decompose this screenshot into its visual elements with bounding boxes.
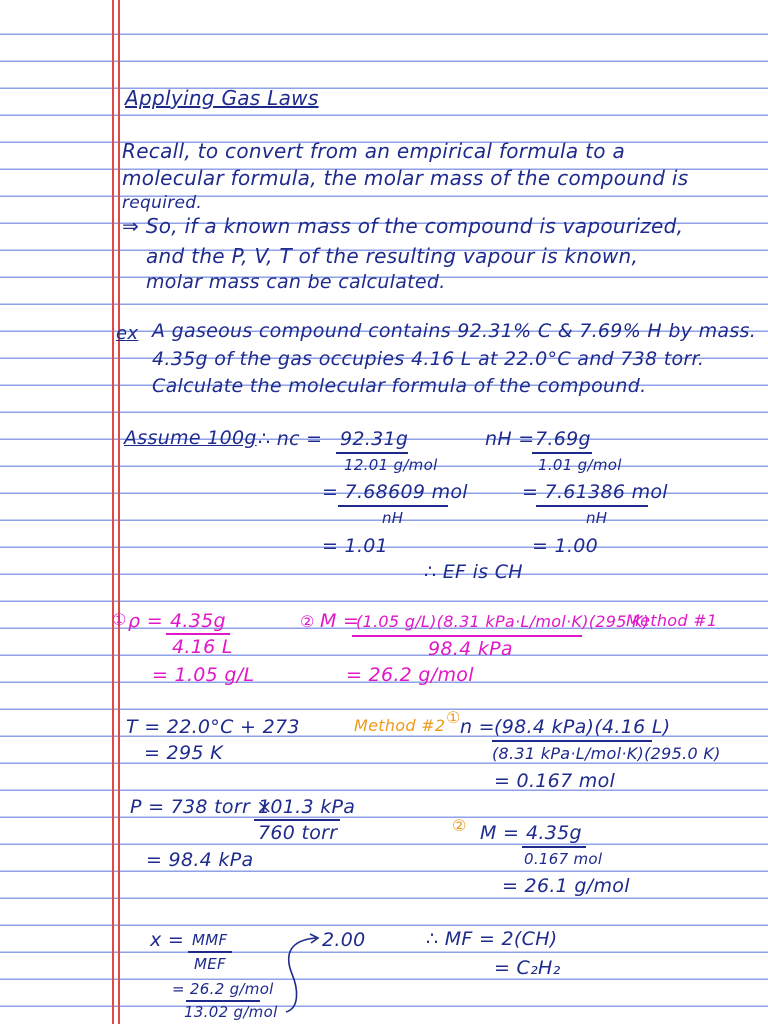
nh-value: = 7.61386 mol [522,481,668,503]
molar-mass-fraction-bar-2 [522,846,586,848]
molar-mass-label-2: M = [480,822,520,844]
moles-value: = 0.167 mol [494,770,616,792]
moles-fraction-bar [492,740,652,742]
m1-step1-marker: ① [112,610,127,629]
nh-ratio-denominator: nH [586,509,608,527]
example-line-3: Calculate the molecular formula of the compound. [152,375,647,397]
ratio-denominator: MEF [194,955,226,973]
ratio-numerator: MMF [192,931,228,949]
molar-mass-label-1: M = [320,610,360,632]
nc-ratio: = 1.01 [322,535,389,557]
margin-line-second [118,0,120,1024]
pressure-value: = 98.4 kPa [146,849,254,871]
temperature-value: = 295 K [144,742,223,764]
m1-step2-marker: ② [300,612,315,631]
nh-numerator: 7.69g [535,428,591,450]
nh-ratio-bar [536,505,648,507]
pressure-fraction-bar [254,819,340,821]
density-value: = 1.05 g/L [152,664,255,686]
ratio-values-fraction-bar [186,1000,260,1002]
pressure-numerator: 101.3 kPa [258,796,356,818]
nc-ratio-bar [338,505,448,507]
nh-ratio: = 1.00 [532,535,599,557]
intro-line-3: required. [122,193,203,213]
moles-denominator: (8.31 kPa·L/mol·K)(295.0 K) [492,744,721,763]
example-line-2: 4.35g of the gas occupies 4.16 L at 22.0°C and 738 torr. [152,348,705,370]
molecular-formula-value: = C₂H₂ [494,957,561,979]
moles-numerator: (98.4 kPa)(4.16 L) [494,716,671,738]
intro-line-1: Recall, to convert from an empirical formula to a [122,139,626,163]
example-tag: ex [116,323,139,344]
molar-mass-numerator-1: (1.05 g/L)(8.31 kPa·L/mol·K)(295 K) [356,612,650,631]
pressure-label: P = 738 torr × [130,796,273,818]
ratio-result: 2.00 [322,929,366,951]
ratio-fraction-bar [188,951,232,953]
nc-value: = 7.68609 mol [322,481,468,503]
m2-step2-marker: ② [452,816,467,835]
molecular-formula-line: ∴ MF = 2(CH) [426,928,558,950]
intro-line-5: and the P, V, T of the resulting vapour is known, [146,244,639,268]
molar-mass-denominator-2: 0.167 mol [524,850,603,868]
assume-label: Assume 100g [124,427,257,449]
nc-label: ∴ nc = [258,428,323,450]
intro-line-4: ⇒ So, if a known mass of the compound is vapourized, [122,214,684,238]
density-denominator: 4.16 L [172,636,233,658]
example-line-1: A gaseous compound contains 92.31% C & 7.69% H by mass. [152,320,757,342]
nh-fraction-bar [532,452,592,454]
nc-denominator: 12.01 g/mol [344,456,438,474]
nh-denominator: 1.01 g/mol [538,456,622,474]
intro-line-6: molar mass can be calculated. [146,271,446,293]
density-fraction-bar [166,633,230,635]
molar-mass-fraction-bar-1 [352,635,582,637]
density-numerator: 4.35g [170,610,226,632]
nh-label: nH = [485,428,535,450]
method2-label: Method #2 [354,716,446,735]
nc-ratio-denominator: nH [382,509,404,527]
pressure-denominator: 760 torr [258,822,338,844]
ratio-numerator-values: = 26.2 g/mol [172,980,274,998]
intro-line-2: molecular formula, the molar mass of the compound is [122,166,689,190]
density-label: ρ = [128,610,163,632]
molar-mass-value-1: = 26.2 g/mol [346,664,474,686]
nc-numerator: 92.31g [340,428,409,450]
molar-mass-denominator-1: 98.4 kPa [428,638,513,660]
moles-label: n = [460,716,495,738]
temperature-line: T = 22.0°C + 273 [126,716,300,738]
nc-fraction-bar [336,452,408,454]
method1-label: Method #1 [626,611,718,630]
ratio-denominator-values: 13.02 g/mol [184,1003,278,1021]
page-title: Applying Gas Laws [125,86,319,110]
molar-mass-numerator-2: 4.35g [526,822,582,844]
margin-line [112,0,114,1024]
m2-step1-marker: ① [446,708,461,727]
ef-conclusion: ∴ EF is CH [424,561,523,583]
ratio-label: x = [150,929,185,951]
molar-mass-value-2: = 26.1 g/mol [502,875,630,897]
